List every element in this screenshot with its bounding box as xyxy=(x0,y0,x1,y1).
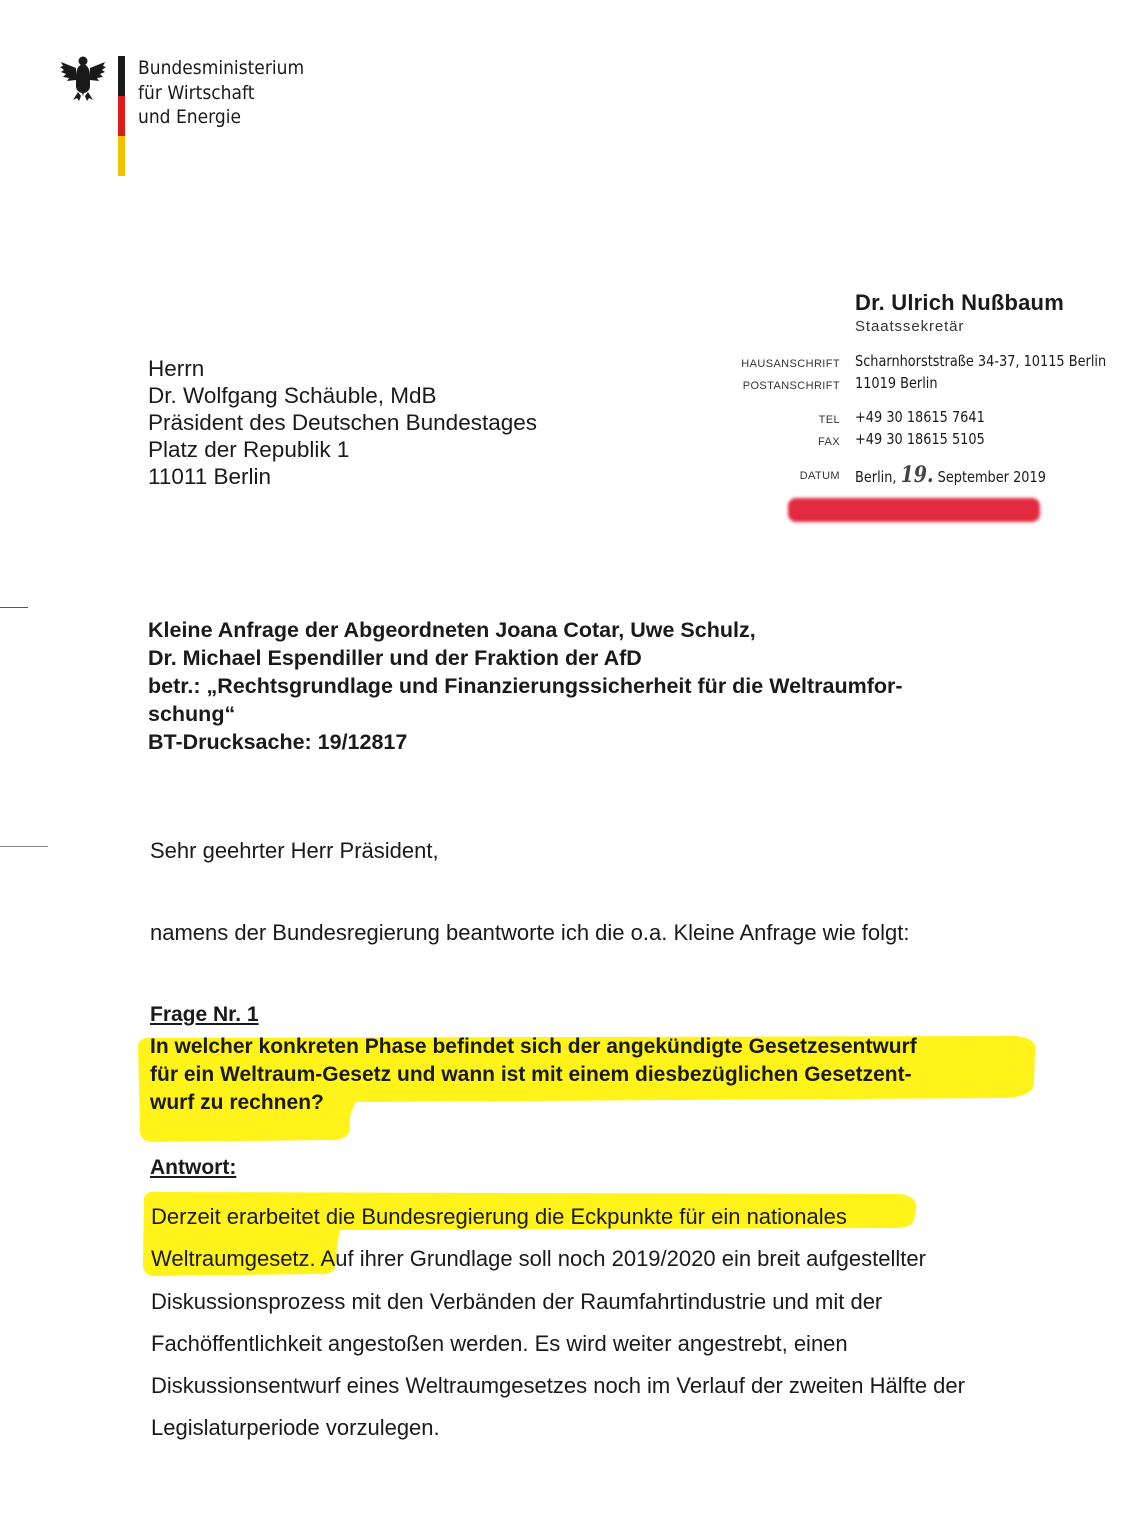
ministry-line: für Wirtschaft xyxy=(138,81,255,104)
handwritten-day: 19. xyxy=(900,462,934,488)
recipient-address xyxy=(148,355,537,490)
question-line: für ein Weltraum-Gesetz und wann ist mit einem diesbezüglichen Gesetzent- xyxy=(150,1063,912,1086)
sender-name: Dr. Ulrich Nußbaum xyxy=(855,290,1064,315)
recipient-line: Präsident des Deutschen Bundestages xyxy=(148,410,538,435)
postanschrift-label: POSTANSCHRIFT xyxy=(742,380,840,392)
hausanschrift-label: HAUSANSCHRIFT xyxy=(741,358,840,370)
subject-block xyxy=(148,616,1028,756)
postanschrift-row xyxy=(700,374,1130,396)
tel-label: TEL xyxy=(818,414,840,426)
intro-text: namens der Bundesregierung beantworte ich die o.a. Kleine Anfrage wie folgt: xyxy=(150,920,910,945)
subject-line: BT-Drucksache: 19/12817 xyxy=(148,730,408,754)
subject-line: schung“ xyxy=(148,702,236,726)
answer-line: Legislaturperiode vorzulegen. xyxy=(151,1415,440,1441)
ministry-name xyxy=(138,56,304,130)
recipient-line: Herrn xyxy=(148,356,205,381)
ministry-line: und Energie xyxy=(138,106,241,128)
subject-line: betr.: „Rechtsgrundlage und Finanzierungssicherheit für die Weltraumfor- xyxy=(148,674,903,698)
answer-line: Diskussionsprozess mit den Verbänden der Raumfahrtindustrie und mit der xyxy=(151,1288,883,1314)
postanschrift-value: 11019 Berlin xyxy=(855,374,938,392)
fax-row xyxy=(700,430,1130,452)
fold-mark xyxy=(0,607,28,608)
fax-label: FAX xyxy=(818,436,840,448)
redaction-mark xyxy=(788,498,1040,522)
sender-role: Staatssekretär xyxy=(855,318,965,335)
datum-value xyxy=(855,462,1046,488)
tel-row xyxy=(700,408,1130,430)
answer-line: Diskussionsentwurf eines Weltraumgesetzes noch im Verlauf der zweiten Hälfte der xyxy=(151,1373,965,1399)
recipient-line: Dr. Wolfgang Schäuble, MdB xyxy=(148,383,437,408)
subject-line: Dr. Michael Espendiller und der Fraktion der AfD xyxy=(148,646,642,670)
flag-stripe-black xyxy=(118,56,125,96)
datum-prefix: Berlin, xyxy=(855,468,897,486)
answer-line: Weltraumgesetz. Auf ihrer Grundlage soll noch 2019/2020 ein breit aufgestellter xyxy=(151,1246,926,1272)
answer-heading: Antwort: xyxy=(150,1156,237,1179)
question-heading: Frage Nr. 1 xyxy=(150,1003,259,1026)
recipient-line: Platz der Republik 1 xyxy=(148,437,350,462)
fax-value: +49 30 18615 5105 xyxy=(855,430,985,448)
answer-line: Derzeit erarbeitet die Bundesregierung die Eckpunkte für ein nationales xyxy=(151,1204,847,1229)
ministry-line: Bundesministerium xyxy=(138,57,305,79)
question-text xyxy=(150,1033,917,1117)
federal-eagle-icon xyxy=(58,52,108,102)
datum-row xyxy=(700,462,1130,488)
question-line: In welcher konkreten Phase befindet sich der angekündigte Gesetzesentwurf xyxy=(150,1035,917,1058)
salutation: Sehr geehrter Herr Präsident, xyxy=(150,838,439,863)
hausanschrift-row xyxy=(700,352,1130,374)
question-line: wurf zu rechnen? xyxy=(150,1091,324,1114)
flag-stripe-red xyxy=(118,96,125,136)
answer-line: Fachöffentlichkeit angestoßen werden. Es wird weiter angestrebt, einen xyxy=(151,1330,848,1356)
punch-mark xyxy=(0,846,48,847)
recipient-line: 11011 Berlin xyxy=(148,464,272,489)
flag-stripe-gold xyxy=(118,136,125,176)
hausanschrift-value: Scharnhorststraße 34-37, 10115 Berlin xyxy=(855,352,1107,370)
flag-stripe xyxy=(118,56,125,176)
answer-text xyxy=(151,1196,965,1450)
datum-label: DATUM xyxy=(799,470,840,482)
subject-line: Kleine Anfrage der Abgeordneten Joana Cotar, Uwe Schulz, xyxy=(148,618,756,642)
tel-value: +49 30 18615 7641 xyxy=(855,408,985,426)
datum-suffix: September 2019 xyxy=(937,468,1046,486)
